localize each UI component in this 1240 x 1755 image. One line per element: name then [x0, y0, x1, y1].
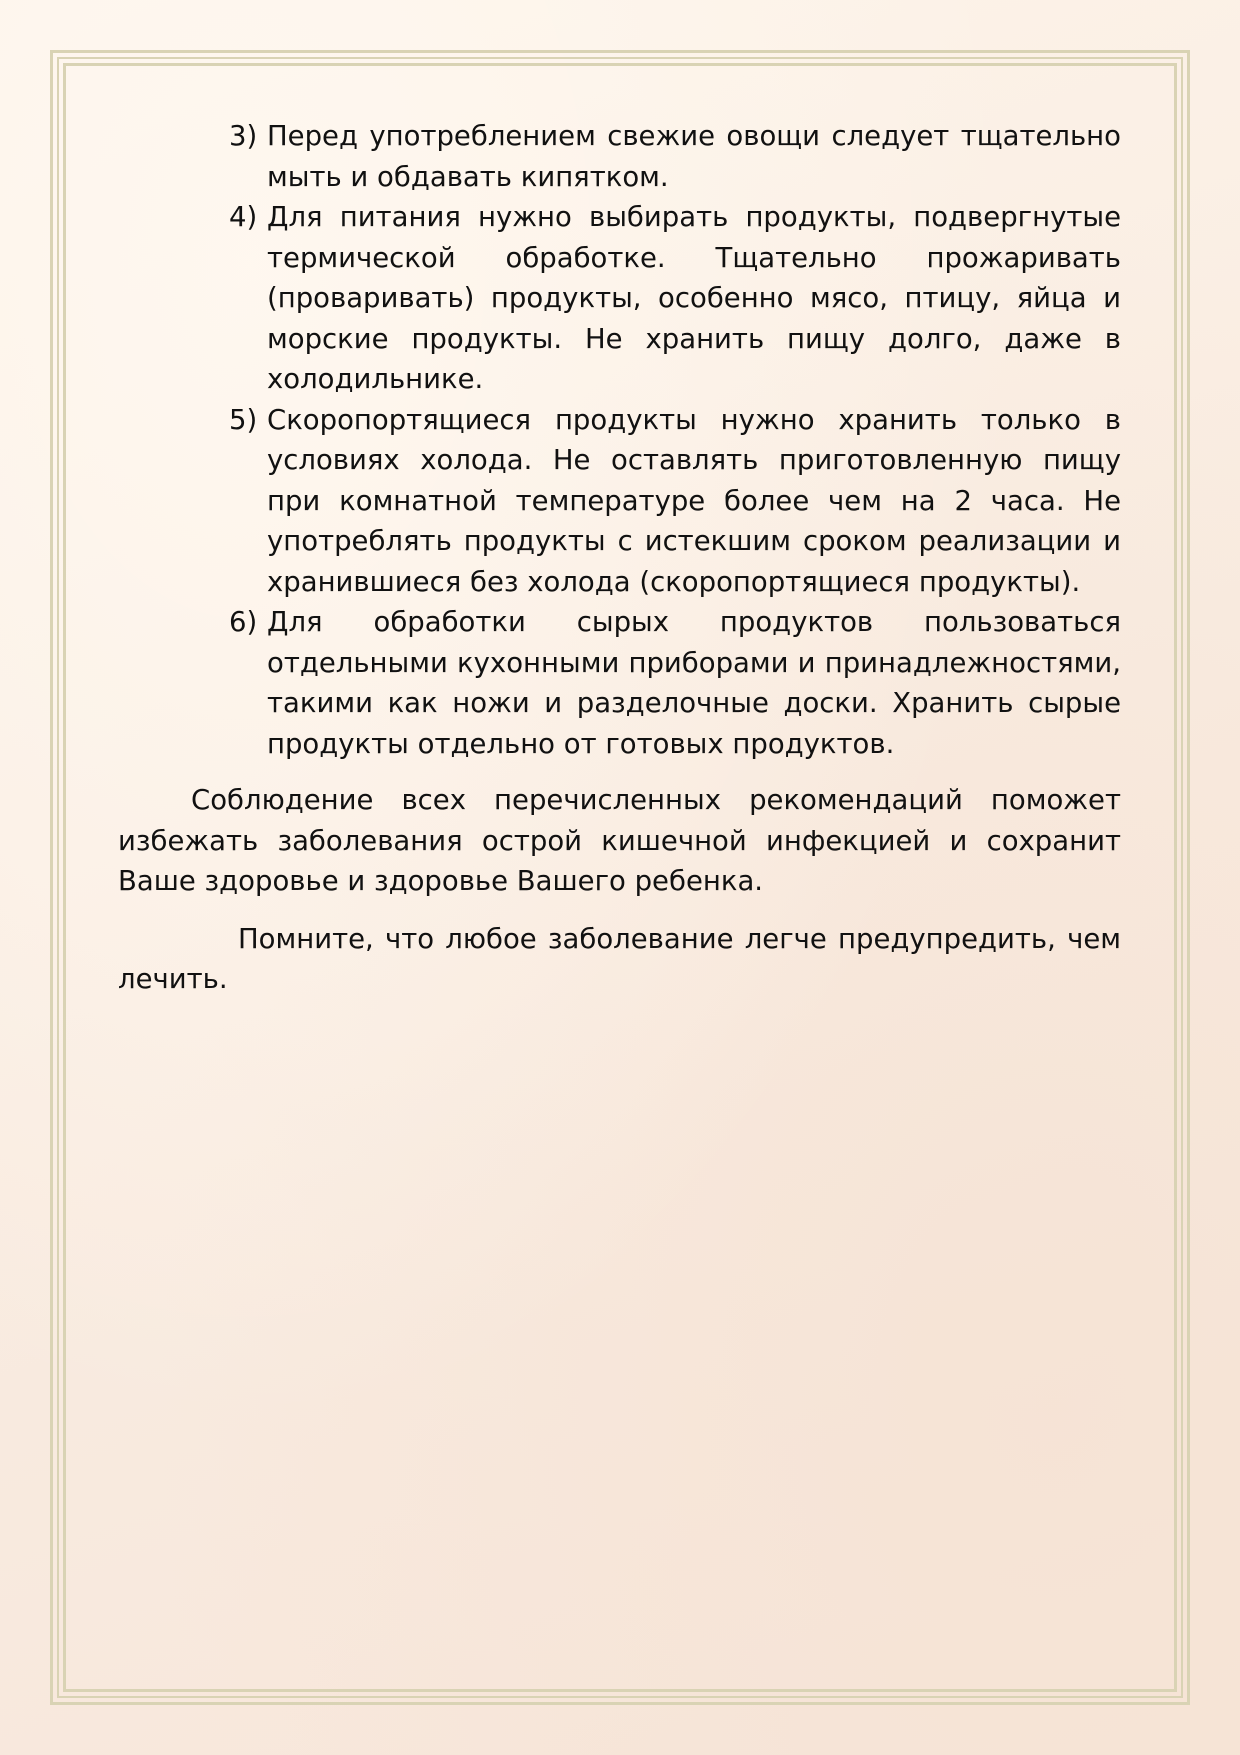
- list-item-text: Скоропортящиеся продукты нужно хранить только в условиях холода. Не оставлять приготовленную пищу при комнатной температуре более чем на 2 часа. Не употреблять продукты с истекшим сроком реализации и хранившиеся без холода (скоропортящиеся продукты).: [267, 403, 1121, 598]
- list-item-text: Для питания нужно выбирать продукты, подвергнутые термической обработке. Тщательно прожаривать (проваривать) продукты, особенно мясо, птицу, яйца и морские продукты. Не хранить пищу долго, даже в холодильнике.: [267, 201, 1121, 395]
- list-item-number: 4): [229, 201, 258, 233]
- list-item-number: 3): [229, 120, 258, 152]
- list-item: [229, 197, 1121, 400]
- list-item-text: Перед употреблением свежие овощи следует тщательно мыть и обдавать кипятком.: [267, 120, 1121, 193]
- reminder-paragraph: Помните, что любое заболевание легче предупредить, чем лечить.: [118, 922, 1121, 995]
- list-item-number: 5): [229, 403, 258, 436]
- list-item-text: Для обработки сырых продуктов пользоваться отдельными кухонными приборами и принадлежностями, такими как ножи и разделочные доски. Хранить сырые продукты отдельно от готовых продуктов.: [267, 606, 1121, 760]
- document-body: [118, 116, 1121, 1000]
- list-item: [229, 602, 1121, 764]
- list-item-number: 6): [229, 606, 258, 638]
- list-item: [229, 116, 1121, 197]
- conclusion-paragraph: Соблюдение всех перечисленных рекомендаций поможет избежать заболевания острой кишечной инфекцией и сохранит Ваше здоровье и здоровье Вашего ребенка.: [118, 784, 1121, 897]
- list-item: [229, 400, 1121, 603]
- recommendations-list: [118, 116, 1121, 764]
